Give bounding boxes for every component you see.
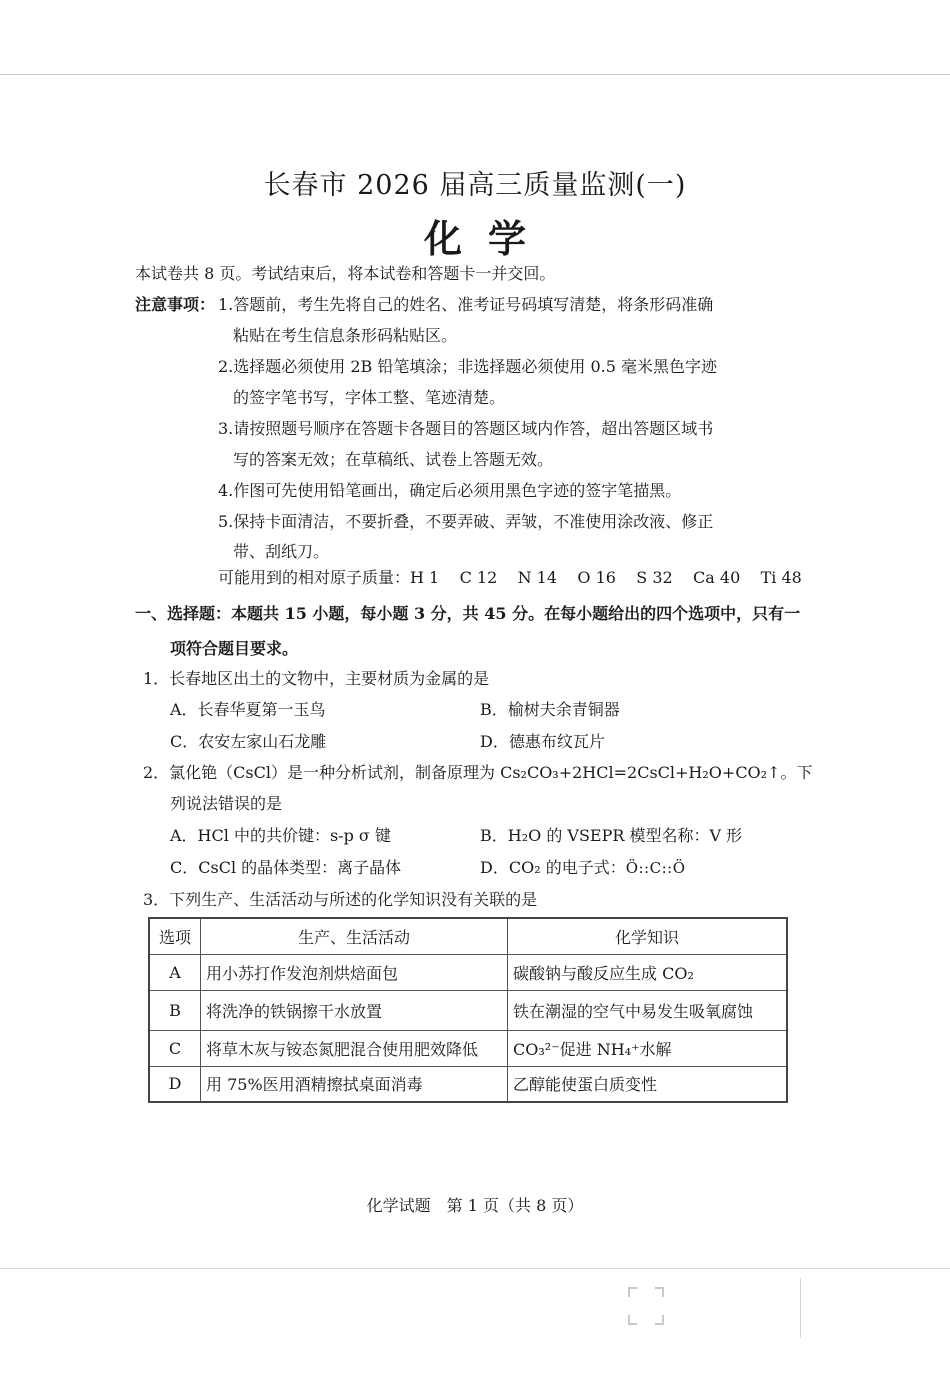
notice-item-3a: 3.请按照题号顺序在答题卡各题目的答题区域内作答，超出答题区域书 xyxy=(218,419,714,438)
row-knowledge: 碳酸钠与酸反应生成 CO₂ xyxy=(508,954,788,990)
intro-text: 本试卷共 8 页。考试结束后，将本试卷和答题卡一并交回。 xyxy=(135,264,556,283)
row-activity: 将洗净的铁锅擦干水放置 xyxy=(201,990,508,1030)
table-header-knowledge: 化学知识 xyxy=(508,918,788,954)
q2-option-d-label: D．CO₂ 的电子式： xyxy=(480,858,626,877)
row-activity: 将草木灰与铵态氮肥混合使用肥效降低 xyxy=(201,1030,508,1066)
notice-item-1a: 1.答题前，考生先将自己的姓名、准考证号码填写清楚，将条形码准确 xyxy=(218,295,714,314)
top-border-line xyxy=(0,74,950,75)
page-footer: 化学试题 第 1 页（共 8 页） xyxy=(366,1196,584,1215)
row-option: B xyxy=(149,990,201,1030)
notice-item-3b: 写的答案无效；在草稿纸、试卷上答题无效。 xyxy=(233,450,554,469)
section1-heading: 一、选择题：本题共 15 小题，每小题 3 分，共 45 分。在每小题给出的四个选项中，只有一 xyxy=(135,604,801,623)
notice-item-5a: 5.保持卡面清洁，不要折叠，不要弄破、弄皱，不准使用涂改液、修正 xyxy=(218,512,714,531)
row-option: A xyxy=(149,954,201,990)
q2-option-c: C．CsCl 的晶体类型：离子晶体 xyxy=(170,858,402,877)
row-activity: 用 75%医用酒精擦拭桌面消毒 xyxy=(201,1066,508,1102)
notice-item-2a: 2.选择题必须使用 2B 铅笔填涂；非选择题必须使用 0.5 毫米黑色字迹 xyxy=(218,357,717,376)
row-activity: 用小苏打作发泡剂烘焙面包 xyxy=(201,954,508,990)
q1-option-c: C．农安左家山石龙雕 xyxy=(170,732,327,751)
q2-stem-cont: 列说法错误的是 xyxy=(170,794,283,813)
notice-label: 注意事项： xyxy=(135,295,216,314)
table-row xyxy=(149,954,787,990)
q3-stem: 3．下列生产、生活活动与所述的化学知识没有关联的是 xyxy=(143,890,538,909)
q1-stem: 1．长春地区出土的文物中，主要材质为金属的是 xyxy=(143,669,490,688)
q1-option-d: D．德惠布纹瓦片 xyxy=(480,732,605,751)
table-header-activity: 生产、生活活动 xyxy=(201,918,508,954)
section1-heading-cont: 项符合题目要求。 xyxy=(170,639,299,658)
exam-title: 长春市 2026 届高三质量监测(一) xyxy=(263,170,687,201)
row-knowledge: 乙醇能使蛋白质变性 xyxy=(508,1066,788,1102)
q3-table xyxy=(148,917,788,1103)
atomic-masses: 可能用到的相对原子质量：H 1 C 12 N 14 O 16 S 32 Ca 40 Ti 48 xyxy=(218,568,802,587)
table-header-row xyxy=(149,918,787,954)
table-row xyxy=(149,1030,787,1066)
scan-frame-icon xyxy=(627,1285,665,1327)
notice-item-4: 4.作图可先使用铅笔画出，确定后必须用黑色字迹的签字笔描黑。 xyxy=(218,481,682,500)
q2-option-a: A．HCl 中的共价键：s-p σ 键 xyxy=(170,826,391,845)
co2-electron-formula: Ö::C::Ö xyxy=(625,859,686,877)
q2-stem: 2．氯化铯（CsCl）是一种分析试剂，制备原理为 Cs₂CO₃+2HCl=2CsCl+H₂O+CO₂↑。下 xyxy=(143,763,813,782)
q2-option-d xyxy=(480,858,686,878)
bottom-border-line xyxy=(0,1268,950,1269)
table-header-option: 选项 xyxy=(149,918,201,954)
subject-title: 化学 xyxy=(423,216,552,261)
q1-option-a: A．长春华夏第一玉鸟 xyxy=(170,700,326,719)
table-row xyxy=(149,1066,787,1102)
notice-item-2b: 的签字笔书写，字体工整、笔迹清楚。 xyxy=(233,388,506,407)
row-knowledge: CO₃²⁻促进 NH₄⁺水解 xyxy=(508,1030,788,1066)
row-knowledge: 铁在潮湿的空气中易发生吸氧腐蚀 xyxy=(508,990,788,1030)
row-option: C xyxy=(149,1030,201,1066)
vertical-divider xyxy=(800,1278,801,1338)
row-option: D xyxy=(149,1066,201,1102)
q1-option-b: B．榆树夫余青铜器 xyxy=(480,700,620,719)
table-row xyxy=(149,990,787,1030)
q2-option-b: B．H₂O 的 VSEPR 模型名称：V 形 xyxy=(480,826,743,845)
notice-item-1b: 粘贴在考生信息条形码粘贴区。 xyxy=(233,326,458,345)
notice-item-5b: 带、刮纸刀。 xyxy=(233,542,330,561)
